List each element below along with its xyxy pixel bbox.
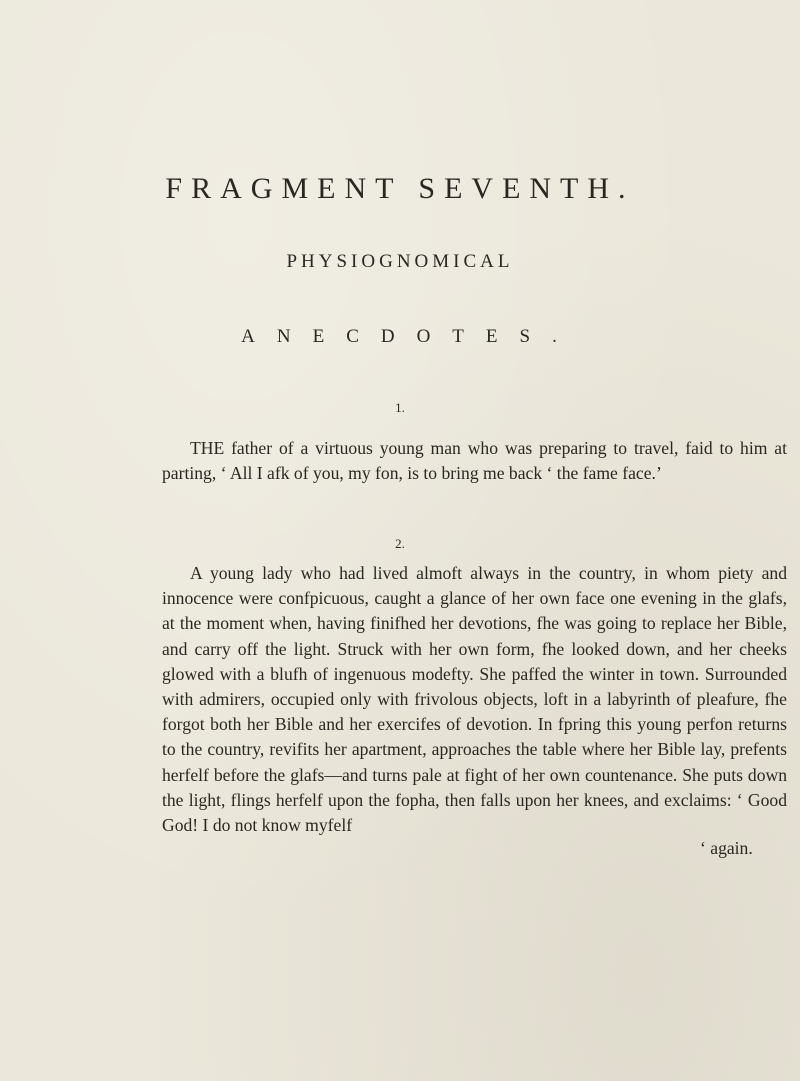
- chapter-title: FRAGMENT SEVENTH.: [165, 172, 635, 205]
- chapter-subtitle-line-1: PHYSIOGNOMICAL: [286, 251, 514, 272]
- anecdote-text-1: THE father of a virtuous young man who was preparing to travel, faid to him at parting, ‘ All I afk of you, my fon, is to bring me back ‘ the fame face.’: [162, 438, 787, 484]
- catchword: ‘ again.: [700, 838, 753, 858]
- chapter-subtitle-line-2: ANECDOTES.: [241, 326, 579, 347]
- anecdote-text-2: A young lady who had lived almoft always in the country, in whom piety and innocence were confpicuous, caught a glance of her own face one evening in the glafs, at the moment when, having finifhed her devotions, fhe was going to replace her Bible, and carry off the light. Struck with her own form, fhe looked down, and her cheeks glowed with a blufh of ingenuous modefty. She paffed the winter in town. Surrounded with admirers, occupied only with frivolous objects, loft in a labyrinth of pleafure, fhe forgot both her Bible and her exercifes of devotion. In fpring this young perfon returns to the country, revifits her apartment, approaches the table where her Bible lay, prefents herfelf before the glafs—and turns pale at fight of her own countenance. She puts down the light, flings herfelf upon the fopha, then falls upon her knees, and exclaims: ‘ Good God! I do not know myfelf: [162, 563, 787, 836]
- anecdote-number-1: 1.: [395, 400, 405, 415]
- anecdote-number-2: 2.: [395, 536, 405, 551]
